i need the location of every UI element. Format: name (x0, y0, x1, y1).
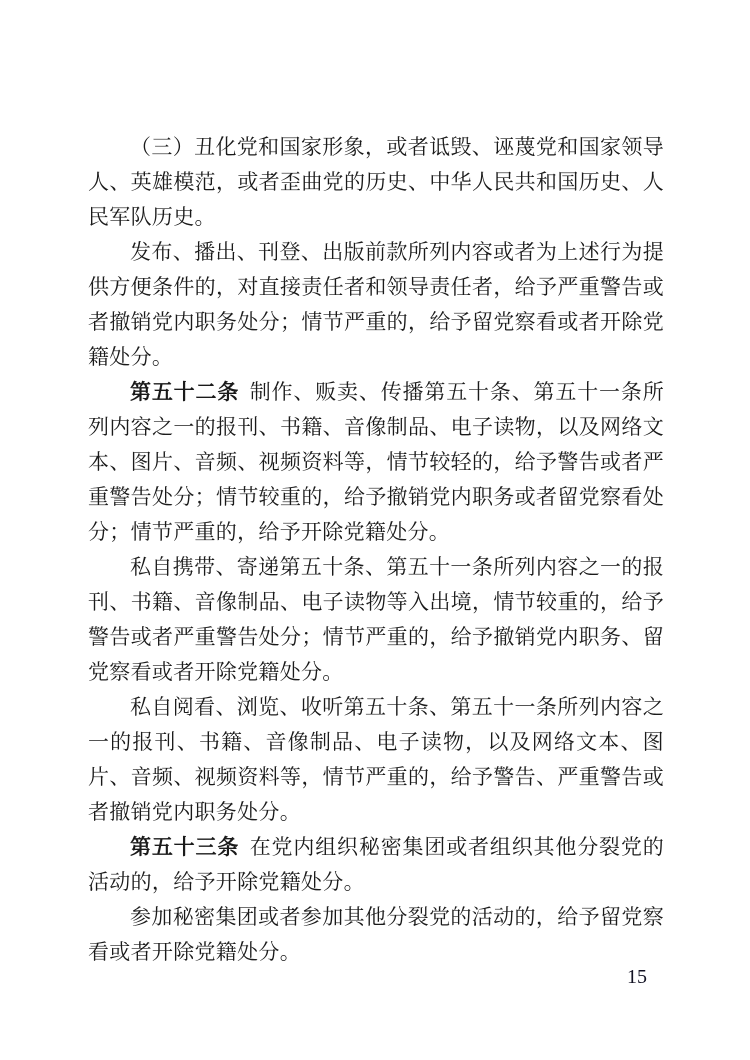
paragraph-text: 参加秘密集团或者参加其他分裂党的活动的，给予留党察看或者开除党籍处分。 (88, 905, 664, 964)
paragraph-article-52 (88, 375, 664, 550)
paragraph-publishing-penalty (88, 235, 664, 375)
paragraph-text: 在党内组织秘密集团或者组织其他分裂党的活动的，给予开除党籍处分。 (88, 835, 665, 894)
article-term: 第五十三条 (130, 835, 240, 859)
page-number: 15 (627, 966, 647, 988)
paragraph-clause-3 (88, 130, 664, 235)
paragraph-carrying-materials (88, 550, 664, 690)
paragraph-text: 私自携带、寄递第五十条、第五十一条所列内容之一的报刊、书籍、音像制品、电子读物等入出境，情节较重的，给予警告或者严重警告处分；情节严重的，给予撤销党内职务、留党察看或者开除党籍处分。 (88, 555, 664, 684)
document-body (88, 130, 664, 970)
paragraph-text: 私自阅看、浏览、收听第五十条、第五十一条所列内容之一的报刊、书籍、音像制品、电子读物，以及网络文本、图片、音频、视频资料等，情节严重的，给予警告、严重警告或者撤销党内职务处分。 (88, 695, 664, 824)
paragraph-viewing-materials (88, 690, 664, 830)
paragraph-text: 制作、贩卖、传播第五十条、第五十一条所列内容之一的报刊、书籍、音像制品、电子读物，以及网络文本、图片、音频、视频资料等，情节较轻的，给予警告或者严重警告处分；情节较重的，给予撤销党内职务或者留党察看处分；情节严重的，给予开除党籍处分。 (88, 380, 665, 544)
paragraph-article-53 (88, 830, 664, 900)
paragraph-secret-group (88, 900, 664, 970)
article-term: 第五十二条 (130, 380, 240, 404)
paragraph-text: 发布、播出、刊登、出版前款所列内容或者为上述行为提供方便条件的，对直接责任者和领导责任者，给予严重警告或者撤销党内职务处分；情节严重的，给予留党察看或者开除党籍处分。 (88, 240, 664, 369)
paragraph-text: （三）丑化党和国家形象，或者诋毁、诬蔑党和国家领导人、英雄模范，或者歪曲党的历史、中华人民共和国历史、人民军队历史。 (88, 135, 664, 229)
